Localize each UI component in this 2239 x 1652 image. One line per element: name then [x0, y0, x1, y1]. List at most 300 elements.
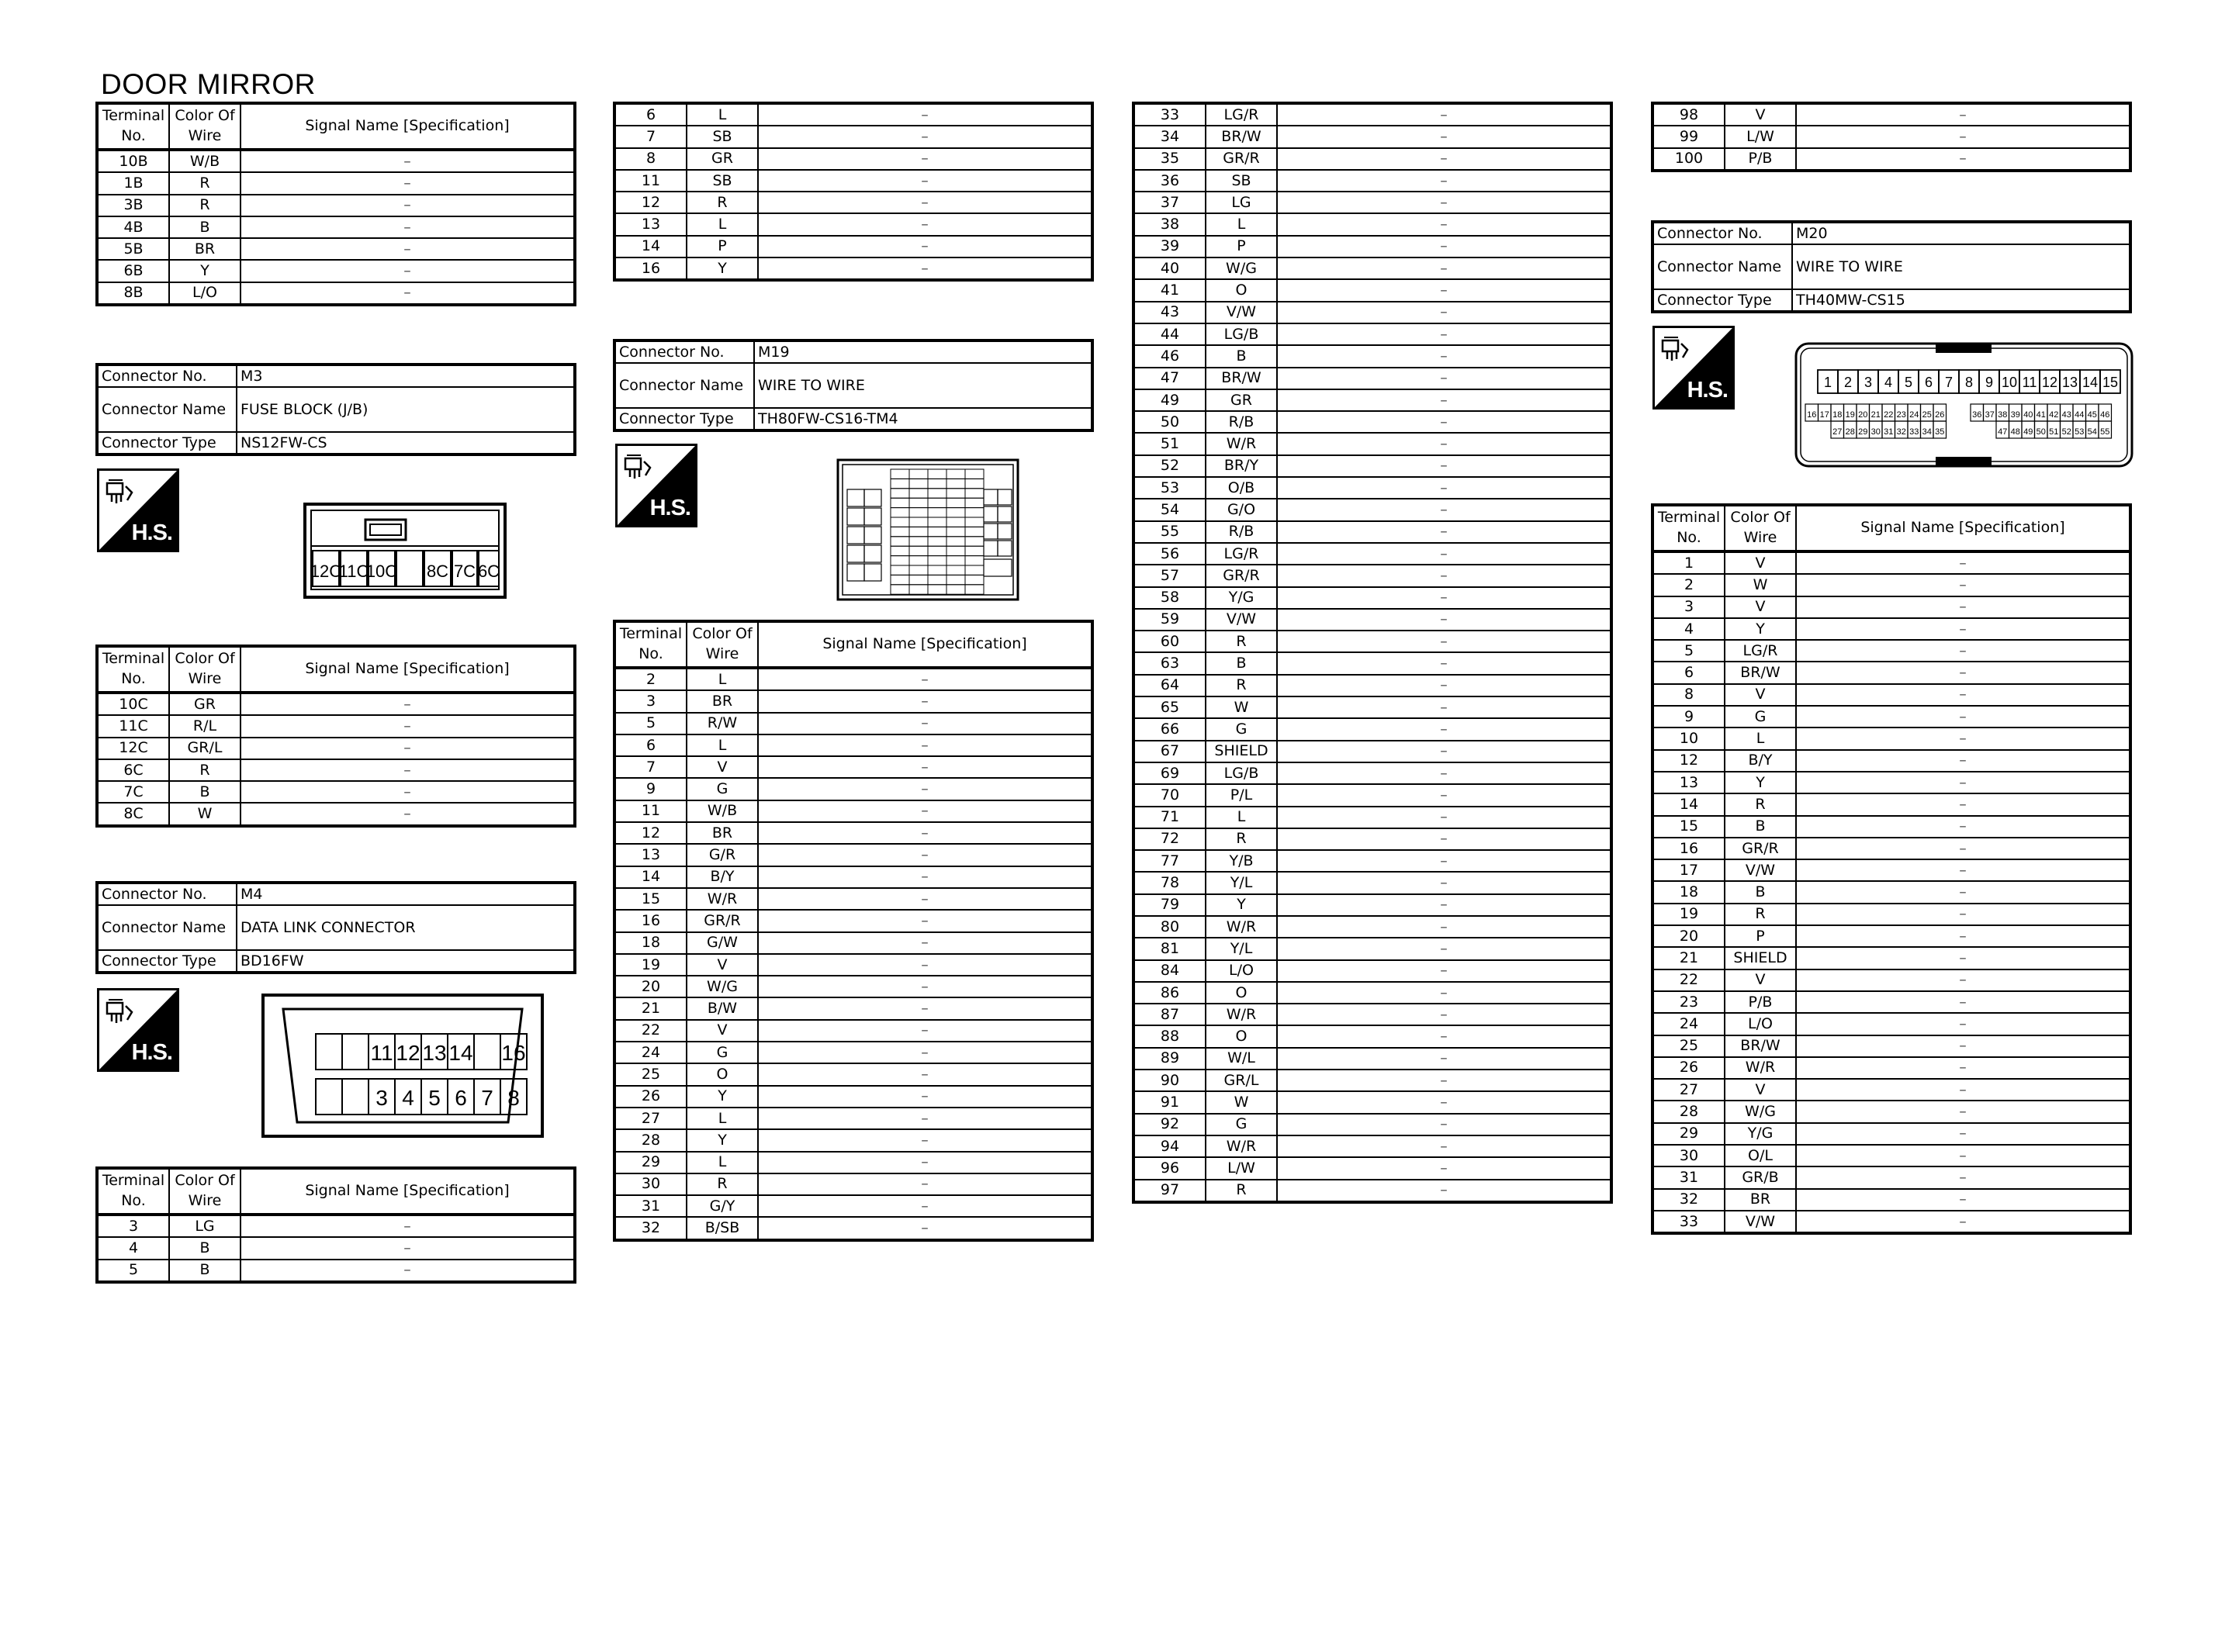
table-row: [614, 756, 1092, 778]
wire-color: G: [1206, 1114, 1277, 1135]
table-row: [97, 1215, 575, 1237]
signal-name: –: [1796, 126, 2130, 147]
wire-color: L: [687, 668, 758, 690]
signal-name: –: [758, 1020, 1092, 1042]
terminal-no: 10: [1652, 728, 1725, 749]
connector-no-value: M19: [754, 340, 1092, 363]
table-row: [1133, 609, 1611, 631]
pin-cell: [965, 498, 984, 507]
wire-color: LG/R: [1206, 103, 1277, 126]
signal-name: –: [1277, 257, 1611, 279]
table-row: [614, 997, 1092, 1019]
signal-name: –: [1277, 103, 1611, 126]
pin-cell: [864, 489, 881, 506]
header-terminal-no: Terminal No.: [1652, 505, 1725, 551]
wire-color: V: [1725, 551, 1796, 574]
terminal-no: 59: [1133, 609, 1206, 631]
signal-name: –: [1277, 521, 1611, 543]
connector-no-value: M20: [1792, 222, 2130, 244]
wire-color: V/W: [1725, 1211, 1796, 1233]
table-row: [614, 690, 1092, 712]
terminal-no: 35: [1133, 148, 1206, 170]
connector-name-value: FUSE BLOCK (J/B): [237, 387, 575, 432]
wire-color: R: [1206, 675, 1277, 696]
terminal-table-m19: [613, 620, 1094, 1242]
wire-color: B: [169, 1237, 241, 1259]
table-row: [1652, 947, 2130, 969]
pin-cell: [928, 575, 946, 584]
terminal-no: 11: [614, 170, 687, 192]
wire-color: W: [1206, 1091, 1277, 1113]
signal-name: –: [1277, 1025, 1611, 1047]
connector-type-label: Connector Type: [1652, 289, 1792, 312]
table-row: [1133, 455, 1611, 477]
wire-color: GR: [687, 148, 758, 170]
connector-name-row: [97, 905, 575, 950]
m20-pin-label: 26: [1935, 410, 1945, 420]
signal-name: –: [758, 1195, 1092, 1217]
table-row: [1652, 1189, 2130, 1211]
signal-name: –: [1277, 916, 1611, 938]
wire-color: W/R: [1725, 1057, 1796, 1079]
signal-name: –: [1796, 1211, 2130, 1233]
table-row: [1652, 551, 2130, 574]
connector-no-label: Connector No.: [614, 340, 754, 363]
table-row: [614, 668, 1092, 690]
wire-color: R: [1725, 793, 1796, 815]
wire-color: O: [1206, 1025, 1277, 1047]
wire-color: V/W: [1206, 609, 1277, 631]
wire-color: G/W: [687, 932, 758, 954]
table-row: [1133, 652, 1611, 674]
pin-cell: [965, 469, 984, 479]
signal-name: –: [758, 888, 1092, 910]
table-row: [1133, 148, 1611, 170]
terminal-no: 28: [1652, 1101, 1725, 1122]
wire-color: V: [687, 756, 758, 778]
table-row: [1652, 859, 2130, 881]
signal-name: –: [1796, 881, 2130, 903]
pin-cell: [946, 565, 965, 575]
signal-name: –: [758, 1152, 1092, 1173]
table-row: [1133, 543, 1611, 565]
wire-color: B: [169, 216, 241, 238]
signal-name: –: [1277, 609, 1611, 631]
wire-color: BR/W: [1725, 662, 1796, 683]
m3-pin-label: 12C: [310, 562, 342, 581]
wire-color: B: [1206, 345, 1277, 367]
m20-pin-label: 13: [2061, 375, 2078, 390]
signal-name: –: [241, 195, 575, 216]
pin-cell: [909, 517, 928, 527]
table-row: [1133, 433, 1611, 454]
signal-name: –: [1796, 925, 2130, 947]
table-row: [1652, 1166, 2130, 1188]
wire-color: Y/B: [1206, 850, 1277, 872]
terminal-no: 8B: [97, 282, 169, 305]
wire-color: R: [169, 759, 241, 781]
terminal-no: 21: [1652, 947, 1725, 969]
wire-color: G: [687, 1042, 758, 1063]
pin-cell: [342, 1034, 369, 1070]
terminal-no: 87: [1133, 1004, 1206, 1025]
terminal-no: 58: [1133, 587, 1206, 609]
pin-cell: [891, 508, 909, 517]
wire-color: GR/R: [1206, 148, 1277, 170]
connector-type-value: BD16FW: [237, 950, 575, 973]
signal-name: –: [758, 690, 1092, 712]
terminal-no: 5: [1652, 640, 1725, 662]
pin-cell: [891, 469, 909, 479]
table-row: [1652, 684, 2130, 706]
m20-pin-label: 22: [1884, 410, 1894, 420]
signal-name: –: [241, 803, 575, 825]
pin-cell: [909, 565, 928, 575]
table-row: [614, 126, 1092, 147]
wire-color: W/R: [1206, 433, 1277, 454]
pin-cell: [965, 479, 984, 488]
pin-cell: [891, 517, 909, 527]
pin-cell: [928, 489, 946, 498]
table-row: [1133, 345, 1611, 367]
signal-name: –: [1277, 1114, 1611, 1135]
terminal-no: 13: [614, 844, 687, 866]
terminal-no: 26: [614, 1086, 687, 1108]
table-row: [614, 1042, 1092, 1063]
table-row: [97, 150, 575, 172]
terminal-table: [95, 102, 576, 306]
wire-color: R: [687, 192, 758, 213]
connector-type-row: [614, 408, 1092, 430]
table-row: [1652, 618, 2130, 640]
pin-cell: [946, 479, 965, 488]
m20-pin-label: 8: [1964, 375, 1974, 390]
terminal-table-m3: [95, 645, 576, 828]
terminal-no: 3: [614, 690, 687, 712]
connector-type-label: Connector Type: [97, 432, 237, 454]
table-row: [1133, 872, 1611, 893]
signal-name: –: [1796, 1123, 2130, 1145]
connector-type-row: [97, 432, 575, 454]
wire-color: L: [1206, 213, 1277, 235]
signal-name: –: [1796, 551, 2130, 574]
signal-name: –: [1796, 1013, 2130, 1035]
signal-name: –: [1277, 170, 1611, 192]
wire-color: G: [1725, 706, 1796, 728]
wire-color: L/O: [169, 282, 241, 305]
connector-name-label: Connector Name: [614, 363, 754, 408]
pin-cell: [984, 506, 998, 522]
pin-cell: [946, 537, 965, 546]
terminal-no: 34: [1133, 126, 1206, 147]
signal-name: –: [758, 866, 1092, 888]
pin-cell: [998, 541, 1012, 556]
table-row: [1652, 1123, 2130, 1145]
table-row: [614, 910, 1092, 931]
wire-color: B/Y: [1725, 750, 1796, 772]
connector-name-value: WIRE TO WIRE: [754, 363, 1092, 408]
connector-name-label: Connector Name: [97, 387, 237, 432]
table-row: [1652, 103, 2130, 126]
table-row: [614, 1217, 1092, 1239]
signal-name: –: [1277, 1048, 1611, 1070]
wire-color: V: [1725, 103, 1796, 126]
wire-color: L/O: [1725, 1013, 1796, 1035]
signal-name: –: [758, 1063, 1092, 1085]
wire-color: B/Y: [687, 866, 758, 888]
table-row: [1133, 1070, 1611, 1091]
wire-color: Y/G: [1206, 587, 1277, 609]
terminal-no: 18: [614, 932, 687, 954]
table-row: [1133, 213, 1611, 235]
wire-color: Y: [687, 1129, 758, 1151]
m20-pin-label: 1: [1823, 375, 1832, 390]
signal-name: –: [1796, 1101, 2130, 1122]
signal-name: –: [1277, 565, 1611, 586]
header-signal-name: Signal Name [Specification]: [758, 621, 1092, 668]
wire-color: W/R: [1206, 1135, 1277, 1157]
terminal-no: 97: [1133, 1180, 1206, 1202]
table-row: [614, 954, 1092, 976]
table-row: [1133, 850, 1611, 872]
m20-pin-label: 37: [1985, 410, 1995, 420]
hs-label: H.S.: [649, 496, 690, 520]
harness-side-icon: [97, 468, 179, 552]
terminal-no: 11: [614, 800, 687, 822]
signal-name: –: [758, 1108, 1092, 1129]
connector-name-value: WIRE TO WIRE: [1792, 244, 2130, 289]
pin-cell: [891, 585, 909, 594]
table-row: [614, 822, 1092, 844]
terminal-no: 23: [1652, 991, 1725, 1013]
wire-color: BR/Y: [1206, 455, 1277, 477]
pin-cell: [396, 551, 423, 586]
signal-name: –: [1277, 345, 1611, 367]
m20-pin-label: 9: [1985, 375, 1994, 390]
terminal-no: 32: [614, 1217, 687, 1239]
wire-color: O/B: [1206, 477, 1277, 499]
terminal-no: 51: [1133, 433, 1206, 454]
pin-cell: [928, 508, 946, 517]
wire-color: P: [1725, 925, 1796, 947]
terminal-no: 12: [614, 822, 687, 844]
pin-cell: [891, 489, 909, 498]
table-row: [1133, 960, 1611, 982]
connector-name-value: DATA LINK CONNECTOR: [237, 905, 575, 950]
table-row: [97, 738, 575, 759]
terminal-no: 41: [1133, 279, 1206, 301]
table-row: [1133, 499, 1611, 520]
table-row: [614, 1152, 1092, 1173]
pin-cell: [909, 546, 928, 555]
signal-name: –: [1277, 652, 1611, 674]
signal-name: –: [1796, 684, 2130, 706]
wire-color: Y: [687, 1086, 758, 1108]
table-row: [1652, 991, 2130, 1013]
table-row: [614, 257, 1092, 280]
signal-name: –: [1796, 838, 2130, 859]
m4-pin-label: 11: [370, 1041, 393, 1065]
pin-cell: [928, 517, 946, 527]
wire-color: L: [687, 1152, 758, 1173]
terminal-no: 86: [1133, 982, 1206, 1004]
terminal-no: 6: [614, 734, 687, 756]
signal-name: –: [1796, 596, 2130, 618]
terminal-no: 55: [1133, 521, 1206, 543]
signal-name: –: [1277, 323, 1611, 345]
terminal-no: 72: [1133, 828, 1206, 850]
table-row: [614, 1195, 1092, 1217]
connector-no-value: M4: [237, 883, 575, 905]
signal-name: –: [241, 1215, 575, 1237]
terminal-no: 16: [614, 257, 687, 280]
wire-color: G/Y: [687, 1195, 758, 1217]
pin-cell: [965, 556, 984, 565]
m20-pin-label: 53: [2075, 427, 2085, 437]
wire-color: P: [1206, 236, 1277, 257]
connector-name-label: Connector Name: [1652, 244, 1792, 289]
wire-color: Y: [1725, 772, 1796, 793]
m20-pin-label: 54: [2087, 427, 2097, 437]
table-row: [1133, 675, 1611, 696]
terminal-table: [613, 102, 1094, 282]
table-row: [1652, 816, 2130, 838]
terminal-no: 71: [1133, 807, 1206, 828]
table-row: [614, 713, 1092, 734]
signal-name: –: [1277, 477, 1611, 499]
header-color-of-wire: Color Of Wire: [169, 1168, 241, 1215]
m20-pin-label: 24: [1909, 410, 1919, 420]
pin-cell: [909, 479, 928, 488]
pin-cell: [965, 565, 984, 575]
table-row: [614, 170, 1092, 192]
wire-color: L: [1206, 807, 1277, 828]
pin-cell: [946, 546, 965, 555]
terminal-no: 18: [1652, 881, 1725, 903]
terminal-no: 44: [1133, 323, 1206, 345]
header-signal-name: Signal Name [Specification]: [241, 646, 575, 693]
signal-name: –: [1277, 784, 1611, 806]
pin-cell: [909, 469, 928, 479]
wire-color: R: [1206, 631, 1277, 652]
pin-cell: [928, 537, 946, 546]
header-signal-name: Signal Name [Specification]: [1796, 505, 2130, 551]
wire-color: SB: [687, 126, 758, 147]
signal-name: –: [1277, 587, 1611, 609]
m3-pin-label: 8C: [426, 562, 449, 581]
wire-color: V: [687, 1020, 758, 1042]
signal-name: –: [1277, 1091, 1611, 1113]
terminal-no: 99: [1652, 126, 1725, 147]
m20-pin-label: 50: [2036, 427, 2046, 437]
terminal-no: 6C: [97, 759, 169, 781]
terminal-no: 56: [1133, 543, 1206, 565]
wire-color: P: [687, 236, 758, 257]
pin-cell: [928, 585, 946, 594]
wire-color: GR: [1206, 389, 1277, 411]
wire-color: O/L: [1725, 1145, 1796, 1166]
signal-name: –: [758, 756, 1092, 778]
wire-color: V: [687, 954, 758, 976]
terminal-no: 14: [614, 236, 687, 257]
signal-name: –: [241, 759, 575, 781]
m4-pin-label: 5: [428, 1086, 441, 1110]
table-row: [97, 172, 575, 194]
connector-no-row: [97, 883, 575, 905]
wire-color: B: [169, 1260, 241, 1282]
signal-name: –: [1796, 706, 2130, 728]
table-row: [614, 192, 1092, 213]
terminal-no: 70: [1133, 784, 1206, 806]
table-row: [614, 976, 1092, 997]
connector-type-value: TH40MW-CS15: [1792, 289, 2130, 312]
harness-side-icon: [1652, 326, 1735, 410]
m20-pin-label: 28: [1845, 427, 1855, 437]
signal-name: –: [1277, 741, 1611, 762]
header-terminal-no: Terminal No.: [97, 103, 169, 150]
terminal-no: 1B: [97, 172, 169, 194]
pin-cell: [928, 546, 946, 555]
table-row: [97, 693, 575, 715]
wire-color: BR/W: [1206, 368, 1277, 389]
table-row: [1133, 1180, 1611, 1202]
signal-name: –: [758, 1086, 1092, 1108]
header-color-of-wire: Color Of Wire: [169, 103, 241, 150]
signal-name: –: [241, 238, 575, 260]
connector-name-row: [1652, 244, 2130, 289]
m3-pin-label: 7C: [453, 562, 476, 581]
wire-color: W/L: [1206, 1048, 1277, 1070]
signal-name: –: [1277, 433, 1611, 454]
signal-name: –: [241, 1237, 575, 1259]
terminal-no: 57: [1133, 565, 1206, 586]
m20-pin-label: 12: [2041, 375, 2058, 390]
pin-cell: [965, 517, 984, 527]
wire-color: SB: [687, 170, 758, 192]
terminal-no: 28: [614, 1129, 687, 1151]
table-row: [97, 715, 575, 737]
table-row: [1652, 969, 2130, 991]
wire-color: GR/R: [687, 910, 758, 931]
signal-name: –: [1277, 1157, 1611, 1179]
terminal-no: 3: [97, 1215, 169, 1237]
terminal-no: 90: [1133, 1070, 1206, 1091]
m4-pin-label: 3: [375, 1086, 388, 1110]
m20-pin-label: 4: [1884, 375, 1893, 390]
pin-cell: [474, 1034, 500, 1070]
terminal-no: 27: [614, 1108, 687, 1129]
signal-name: –: [1277, 411, 1611, 433]
table-row: [97, 759, 575, 781]
table-row: [614, 1129, 1092, 1151]
signal-name: –: [1796, 947, 2130, 969]
wire-color: B: [1725, 816, 1796, 838]
signal-name: –: [758, 1173, 1092, 1195]
connector-info-m4: [95, 881, 576, 974]
pin-cell: [864, 564, 881, 581]
m20-pin-label: 41: [2036, 410, 2046, 420]
wire-color: SHIELD: [1725, 947, 1796, 969]
table-row: [97, 781, 575, 803]
connector-face-m3: [303, 503, 507, 599]
table-row: [1133, 938, 1611, 959]
signal-name: –: [1277, 762, 1611, 784]
pin-cell: [946, 489, 965, 498]
pin-cell: [946, 508, 965, 517]
pin-cell: [984, 541, 998, 556]
terminal-no: 7: [614, 756, 687, 778]
table-row: [614, 1173, 1092, 1195]
